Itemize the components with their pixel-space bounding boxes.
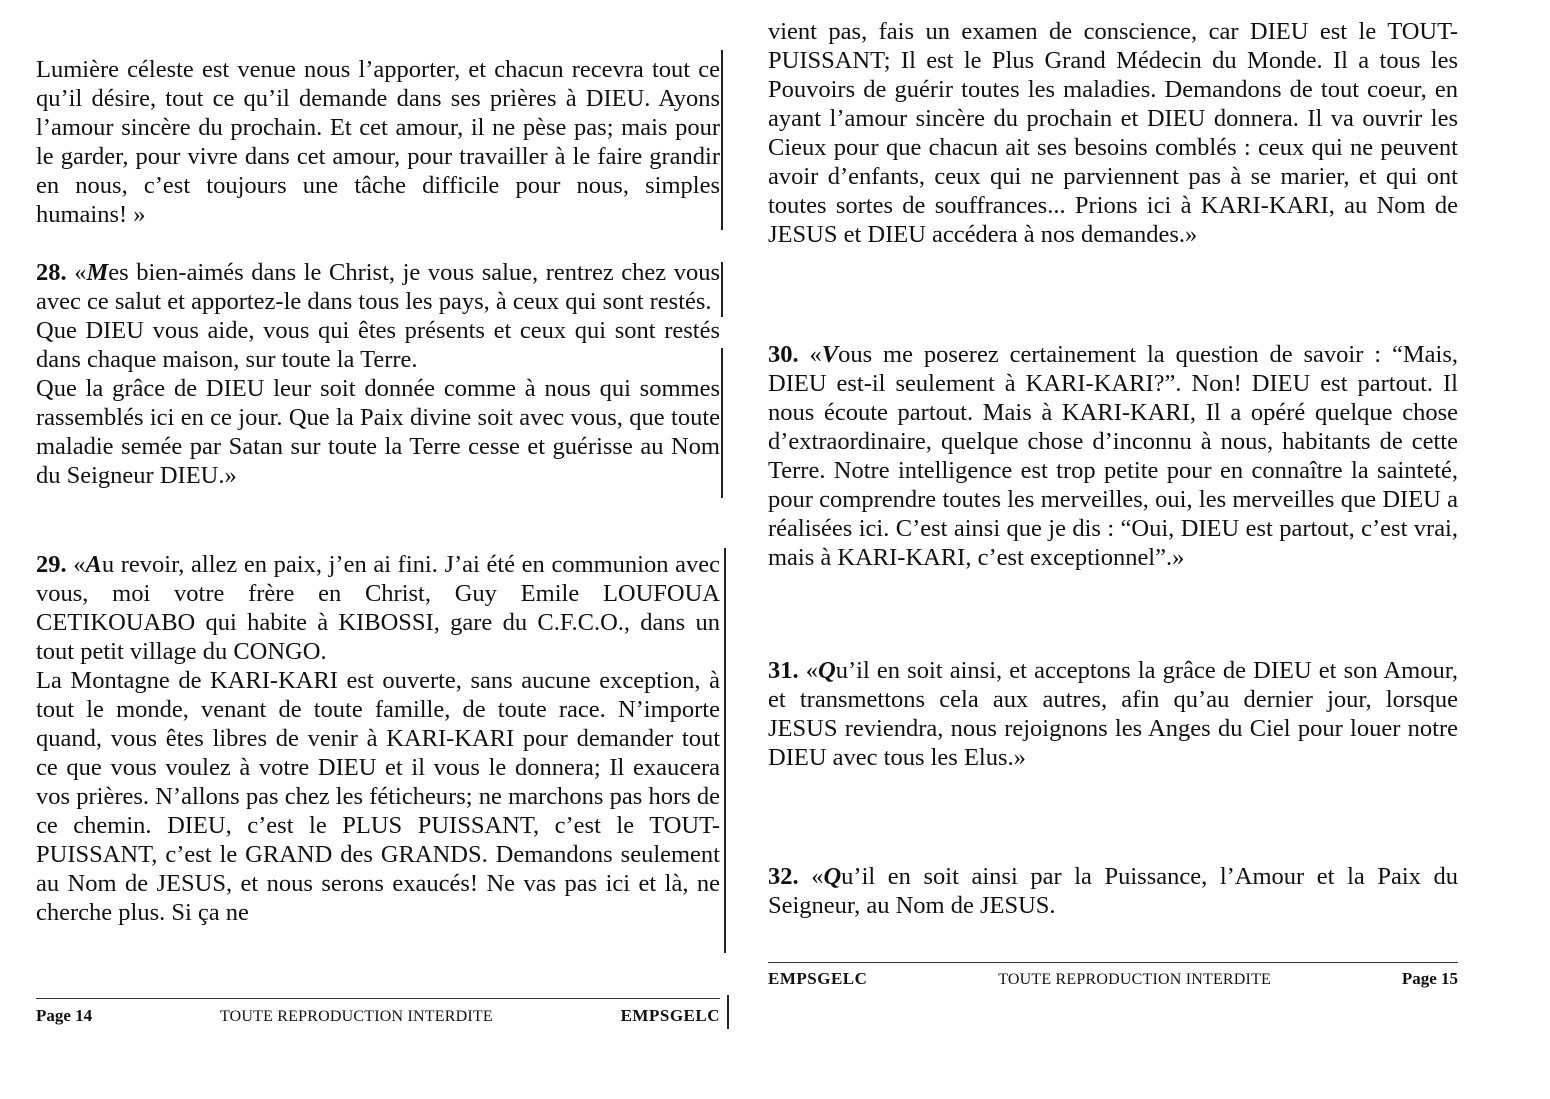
footer-rule: [36, 998, 720, 999]
initial-letter: V: [821, 341, 839, 368]
page-number: Page 15: [1401, 969, 1458, 988]
paragraph-number: 28.: [36, 259, 67, 286]
paragraph-number: 31.: [768, 657, 799, 684]
paragraph-text: Que la grâce de DIEU leur soit donnée comme à nous qui sommes rassemblés ici en ce jour. Que la Paix divine soit avec vous, que toute maladie semée par Satan sur toute la Terre cesse et guérisse au Nom du Seigneur DIEU.»: [36, 375, 720, 489]
left-page: [36, 0, 720, 1099]
paragraph-32: [768, 862, 1458, 920]
paragraph-29: [36, 550, 720, 927]
paragraph-text: es bien-aimés dans le Christ, je vous salue, rentrez chez vous avec ce salut et apportez-le dans tous les pays, à ceux qui sont restés.: [36, 259, 721, 315]
left-footer: [36, 1006, 720, 1026]
paragraph-text: Que DIEU vous aide, vous qui êtes présents et ceux qui sont restés dans chaque maison, sur toute la Terre.: [36, 317, 720, 373]
initial-letter: Q: [823, 863, 842, 890]
open-quote: «: [73, 551, 86, 578]
right-footer: [768, 969, 1458, 989]
paragraph-31: [768, 656, 1458, 772]
publisher-mark: EMPSGELC: [620, 1006, 720, 1025]
footer-rule: [768, 962, 1458, 963]
initial-letter: M: [86, 259, 109, 286]
paragraph-30: [768, 340, 1458, 572]
open-quote: «: [811, 863, 824, 890]
page-number: Page 14: [36, 1006, 93, 1025]
right-page: [768, 0, 1458, 1099]
scan-edge-line: [721, 262, 723, 317]
left-intro-paragraph: Lumière céleste est venue nous l’apporter, et chacun recevra tout ce qu’il désire, tout ce qu’il demande dans ses prières à DIEU. Ayons l’amour sincère du prochain. Et cet amour, il ne pèse pas; mais pour le garder, pour vivre dans cet amour, pour travailler à le faire grandir en nous, c’est toujours une tâche difficile pour nous, simples humains! »: [36, 56, 720, 228]
paragraph-number: 29.: [36, 551, 67, 578]
open-quote: «: [805, 657, 819, 684]
paragraph-number: 30.: [768, 341, 799, 368]
initial-letter: Q: [818, 657, 836, 684]
scan-edge-line: [724, 548, 726, 953]
scan-edge-line: [721, 50, 723, 230]
publisher-mark: EMPSGELC: [768, 969, 868, 988]
initial-letter: A: [85, 551, 102, 578]
paragraph-text: u revoir, allez en paix, j’en ai fini. J’ai été en communion avec vous, moi votre frère en Christ, Guy Emile LOUFOUA CETIKOUABO qui habite à KIBOSSI, gare du C.F.C.O., dans un tout petit village du CONGO.: [36, 551, 720, 665]
paragraph-number: 32.: [768, 863, 799, 890]
open-quote: «: [809, 341, 822, 368]
paragraph-text: u’il en soit ainsi par la Puissance, l’Amour et la Paix du Seigneur, au Nom de JESUS.: [768, 863, 1458, 919]
paragraph-28: [36, 258, 720, 490]
copyright-notice: TOUTE REPRODUCTION INTERDITE: [219, 1008, 493, 1025]
scan-edge-line: [721, 348, 723, 498]
paragraph-text: La Montagne de KARI-KARI est ouverte, sans aucune exception, à tout le monde, venant de toute famille, de toute race. N’importe quand, vous êtes libres de venir à KARI-KARI pour demander tout ce que vous voulez à votre DIEU et il vous le donnera; Il exaucera vos prières. N’allons pas chez les féticheurs; ne marchons pas hors de ce chemin. DIEU, c’est le PLUS PUISSANT, c’est le TOUT-PUISSANT, c’est le GRAND des GRANDS. Demandons seulement au Nom de JESUS, et nous serons exaucés! Ne vas pas ici et là, ne cherche plus. Si ça ne: [36, 667, 720, 926]
right-continuation-paragraph: vient pas, fais un examen de conscience, car DIEU est le TOUT-PUISSANT; Il est le Plus Grand Médecin du Monde. Il a tous les Pouvoirs de guérir toutes les maladies. Demandons de tout coeur, en ayant l’amour sincère du prochain et DIEU donnera. Il va ouvrir les Cieux pour que chacun ait ses besoins comblés : ceux qui ne peuvent avoir d’enfants, ceux qui ne parviennent pas à se marier, et qui ont toutes sortes de souffrances... Prions ici à KARI-KARI, au Nom de JESUS et DIEU accédera à nos demandes.»: [768, 18, 1458, 248]
paragraph-text: u’il en soit ainsi, et acceptons la grâce de DIEU et son Amour, et transmettons cela aux autres, afin qu’au dernier jour, lorsque JESUS reviendra, nous rejoignons les Anges du Ciel pour louer notre DIEU avec tous les Elus.»: [768, 657, 1458, 771]
open-quote: «: [74, 259, 87, 286]
copyright-notice: TOUTE REPRODUCTION INTERDITE: [998, 971, 1272, 988]
paragraph-text: ous me poserez certainement la question de savoir : “Mais, DIEU est-il seulement à KARI-KARI?”. Non! DIEU est partout. Il nous écoute partout. Mais à KARI-KARI, Il a opéré quelque chose d’extraordinaire, quelque chose d’inconnu à nous, habitants de cette Terre. Notre intelligence est trop petite pour en connaître la sainteté, pour comprendre toutes les merveilles, oui, les merveilles que DIEU a réalisées ici. C’est ainsi que je dis : “Oui, DIEU est partout, c’est vrai, mais à KARI-KARI, c’est exceptionnel”.»: [768, 341, 1458, 571]
scan-edge-line: [727, 995, 729, 1029]
